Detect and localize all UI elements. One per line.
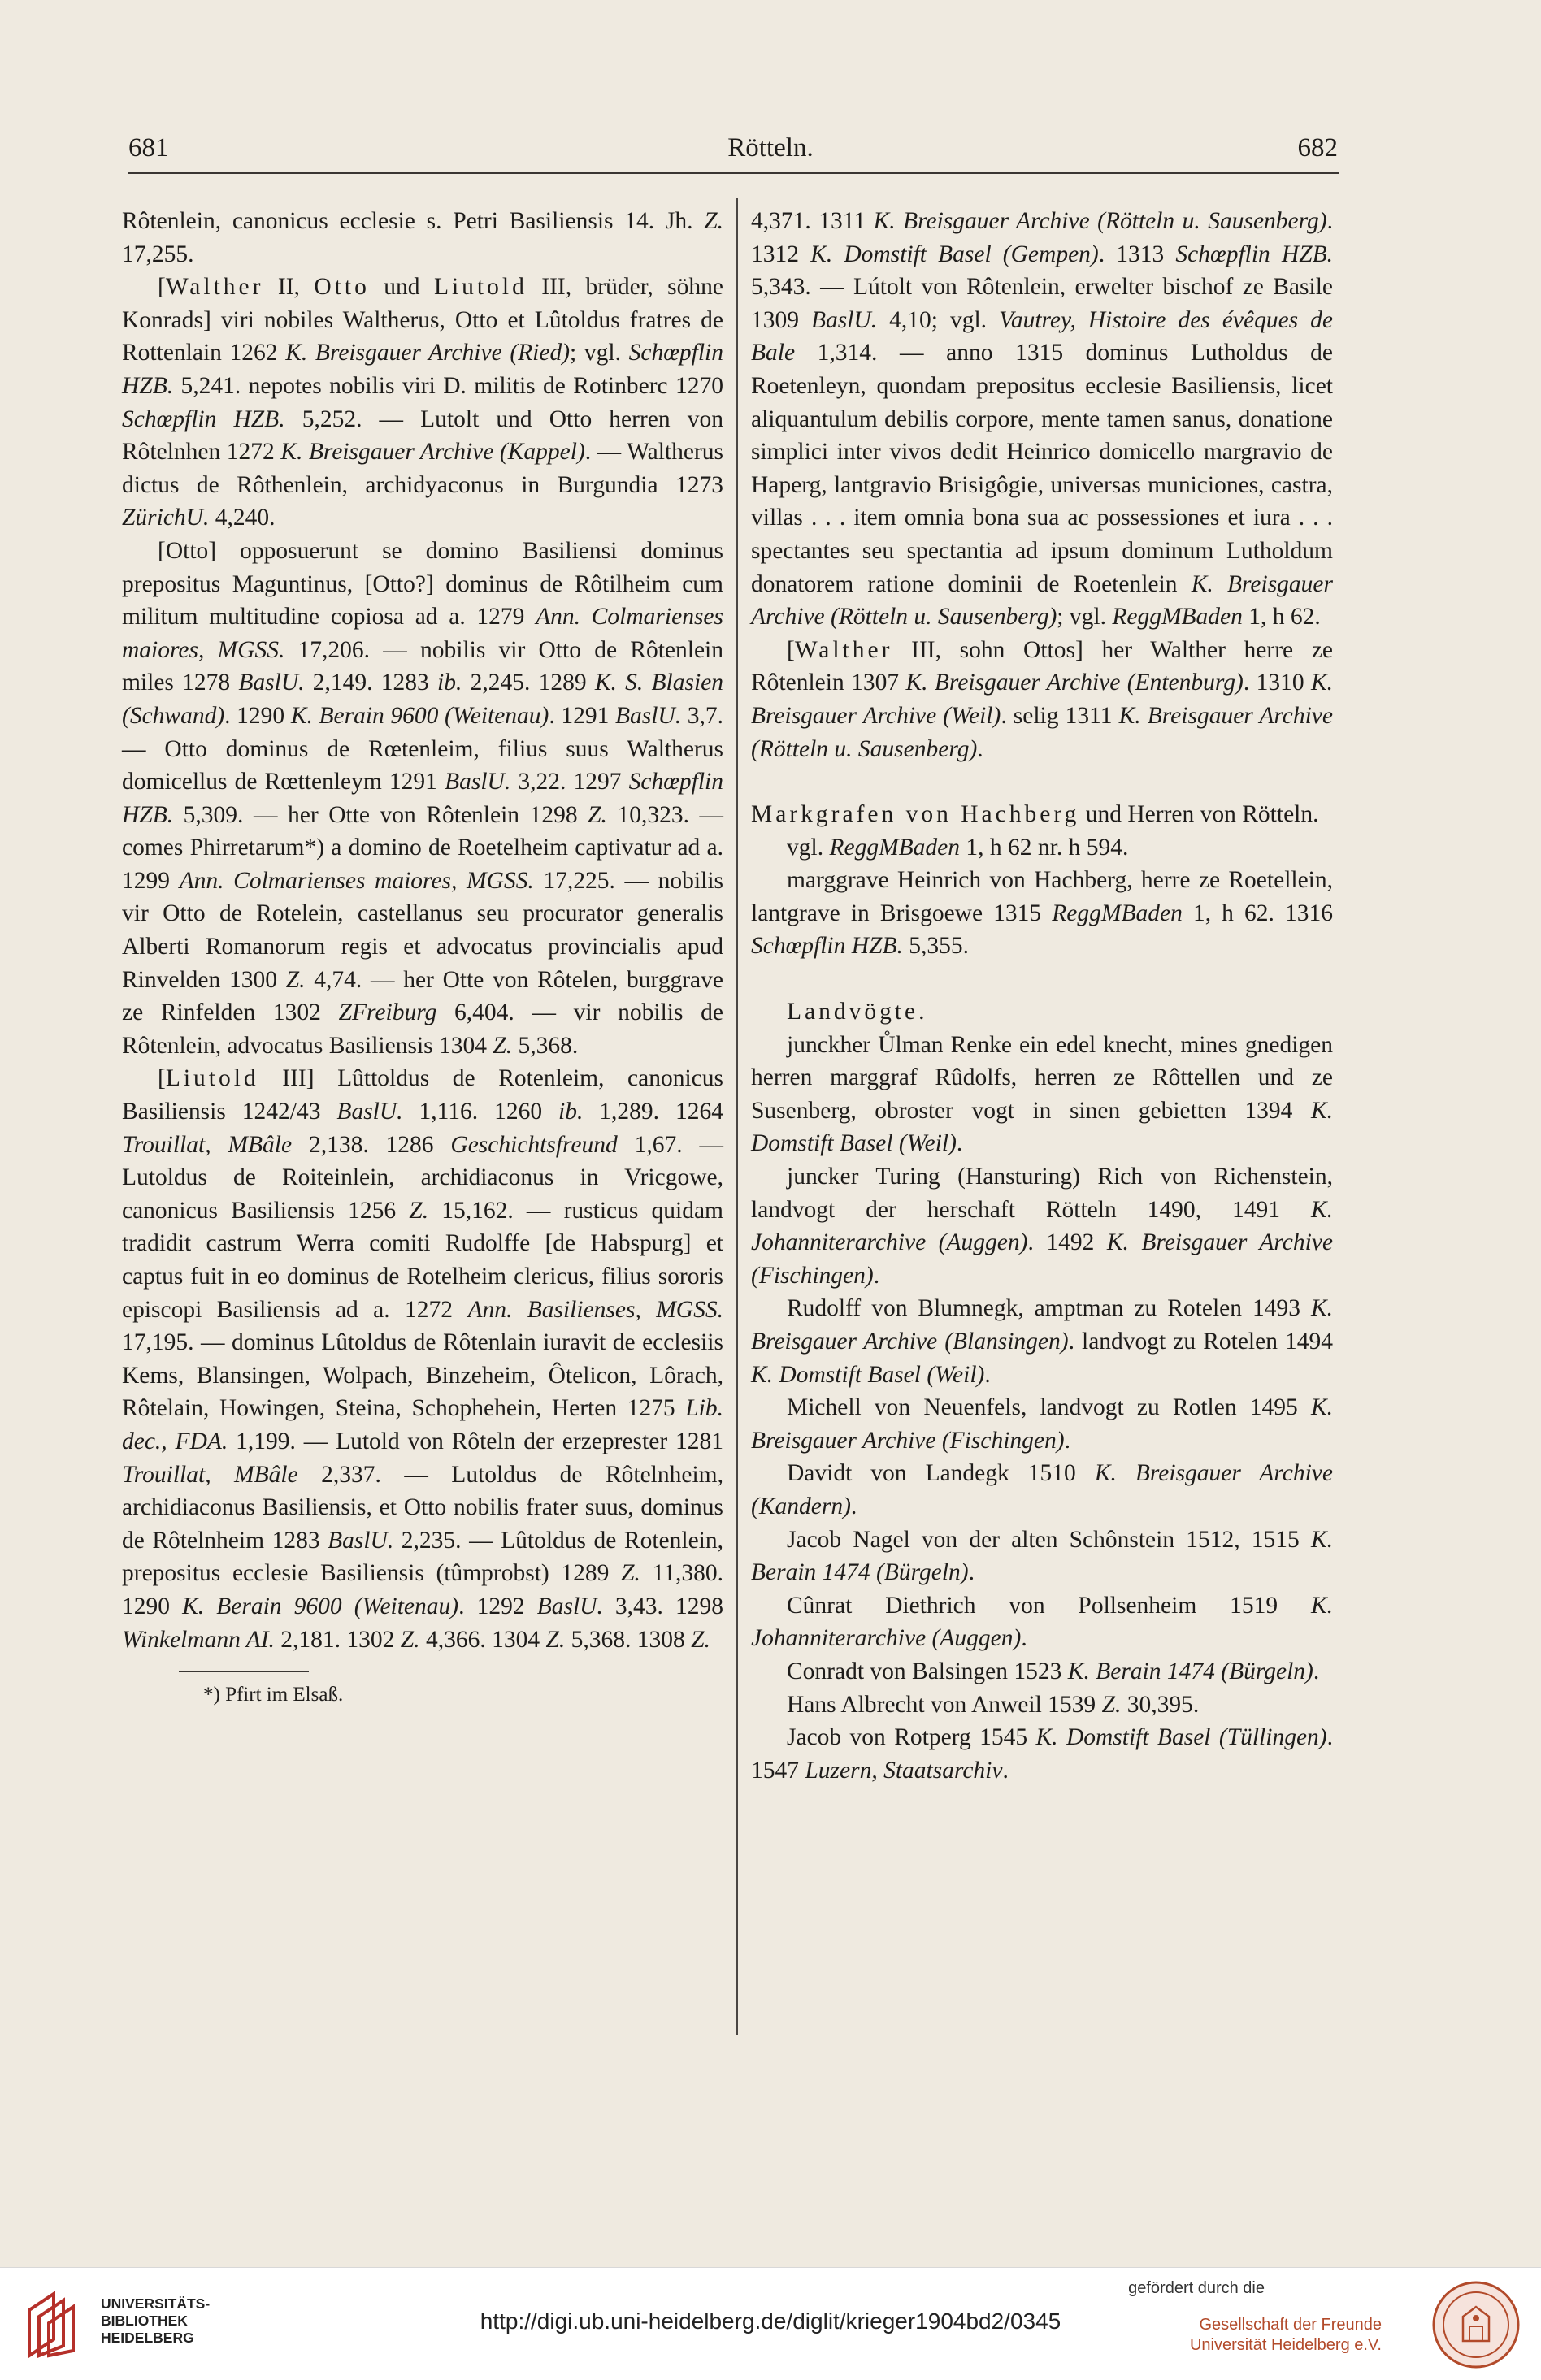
footer-bar <box>0 2267 1541 2380</box>
paragraph: [Liutold III] Lûttoldus de Rotenleim, canonicus Basiliensis 1242/43 BaslU. 1,116. 1260 ib. 1,289. 1264 Trouillat, MBâle 2,138. 1286 Geschichtsfreund 1,67. — Lutoldus de Roiteinlein, archidiaconus in Vricgowe, canonicus Basiliensis 1256 Z. 15,162. — rusticus quidam tradidit castrum Werra comiti Rudolffe [de Habspurg] et captus fuit in eo dominus de Rotelheim clericus, filius sororis episcopi Basiliensis ad a. 1272 Ann. Basilienses, MGSS. 17,195. — dominus Lûtoldus de Rôtenlain iuravit de ecclesiis Kems, Blansingen, Wolpach, Binzeheim, Ôtelicon, Lôrach, Rôtelain, Howingen, Steina, Schophehein, Herten 1275 Lib. dec., FDA. 1,199. — Lutold von Rôteln der erzeprester 1281 Trouillat, MBâle 2,337. — Lutoldus de Rôtelnheim, archidiaconus Basiliensis, et Otto nobilis frater suus, dominus de Rôtelnheim 1283 BaslU. 2,235. — Lûtoldus de Rotenlein, prepositus ecclesie Basiliensis (tûmprobst) 1289 Z. 11,380. 1290 K. Berain 9600 (Weitenau). 1292 BaslU. 3,43. 1298 Winkelmann AI. 2,181. 1302 Z. 4,366. 1304 Z. 5,368. 1308 Z. <box>122 1065 724 1653</box>
paragraph: Rudolff von Blumnegk, amptman zu Rotelen 1493 K. Breisgauer Archive (Blansingen). landvogt zu Rotelen 1494 K. Domstift Basel (Weil). <box>751 1295 1334 1388</box>
paragraph: 4,371. 1311 K. Breisgauer Archive (Rötteln u. Sausenberg). 1312 K. Domstift Basel (Gempen). 1313 Schœpflin HZB. 5,343. — Lútolt von Rôtenlein, erwelter bischof ze Basile 1309 BaslU. 4,10; vgl. Vautrey, Histoire des évêques de Bale 1,314. — anno 1315 dominus Lutholdus de Roetenleyn, quondam prepositus ecclesie Basiliensis, licet aliquantulum debilis corpore, mente tamen sanus, donatione simplici inter vivos dedit Heinrico domicello margravio de Haperg, lantgravio Brisigôgie, universas municiones, castra, villas . . . item omnia bona sua ac possessiones et iura . . . spectantes seu spectantia ad ipsum dominum Lutholdum donatorem ratione dominii de Roetenlein K. Breisgauer Archive (Rötteln u. Sausenberg); vgl. ReggMBaden 1, h 62. <box>751 208 1334 631</box>
institution-line: UNIVERSITÄTS- <box>101 2295 211 2312</box>
institution-line: HEIDELBERG <box>101 2330 194 2346</box>
right-column <box>751 205 1333 1787</box>
sponsor-name <box>1190 2315 1382 2356</box>
paragraph: Michell von Neuenfels, landvogt zu Rotlen 1495 K. Breisgauer Archive (Fischingen). <box>751 1394 1333 1454</box>
paragraph: Davidt von Landegk 1510 K. Breisgauer Archive (Kandern). <box>751 1460 1333 1519</box>
paragraph: [Otto] opposuerunt se domino Basiliensi dominus prepositus Maguntinus, [Otto?] dominus de Rôtilheim cum militum multitudine copiosa ad a. 1279 Ann. Colmarienses maiores, MGSS. 17,206. — nobilis vir Otto de Rôtenlein miles 1278 BaslU. 2,149. 1283 ib. 2,245. 1289 K. S. Blasien (Schwand). 1290 K. Berain 9600 (Weitenau). 1291 BaslU. 3,7. — Otto dominus de Rœtenleim, filius suus Waltherus domicellus de Rœttenleym 1291 BaslU. 3,22. 1297 Schœpflin HZB. 5,309. — her Otte von Rôtenlein 1298 Z. 10,323. — comes Phirretarum*) a domino de Roetelheim captivatur ad a. 1299 Ann. Colmarienses maiores, MGSS. 17,225. — nobilis vir Otto de Rotelein, castellanus seu procurator generalis Alberti Romanorum regis et advocatus provincialis apud Rinvelden 1300 Z. 4,74. — her Otte von Rôtelen, burggrave ze Rinfelden 1302 ZFreiburg 6,404. — vir nobilis de Rôtenlein, advocatus Basiliensis 1304 Z. 5,368. <box>122 537 724 1059</box>
running-title: Rötteln. <box>727 133 814 163</box>
page-number-left: 681 <box>128 133 169 163</box>
footnote-rule <box>179 1671 309 1672</box>
paragraph: [Walther II, Otto und Liutold III, brüder, söhne Konrads] viri nobiles Waltherus, Otto et Lûtoldus fratres de Rottenlain 1262 K. Breisgauer Archive (Ried); vgl. Schœpflin HZB. 5,241. nepotes nobilis viri D. militis de Rotinberc 1270 Schœpflin HZB. 5,252. — Lutolt und Otto herren von Rôtelnhen 1272 K. Breisgauer Archive (Kappel). — Waltherus dictus de Rôthenlein, archidyaconus in Burgundia 1273 ZürichU. 4,240. <box>122 274 724 531</box>
paragraph: vgl. ReggMBaden 1, h 62 nr. h 594. <box>787 834 1129 861</box>
paragraph: Landvögte. <box>787 999 928 1025</box>
permalink-url[interactable]: http://digi.ub.uni-heidelberg.de/diglit/krieger1904bd2/0345 <box>480 2308 1061 2334</box>
institution-line: BIBLIOTHEK <box>101 2313 188 2329</box>
paragraph: Rôtenlein, canonicus ecclesie s. Petri Basiliensis 14. Jh. Z. 17,255. <box>122 208 723 267</box>
university-seal-icon <box>1430 2279 1521 2370</box>
paragraph: juncker Turing (Hansturing) Rich von Richenstein, landvogt der herschaft Rötteln 1490, 1491 K. Johanniterarchive (Auggen). 1492 K. Breisgauer Archive (Fischingen). <box>751 1164 1334 1289</box>
paragraph: Jacob von Rotperg 1545 K. Domstift Basel (Tüllingen). 1547 Luzern, Staatsarchiv. <box>751 1724 1333 1784</box>
sponsor-line: Universität Heidelberg e.V. <box>1189 2336 1382 2354</box>
paragraph: junckher Ůlman Renke ein edel knecht, mines gnedigen herren marggraf Rûdolfs, herren ze Rôttellen und ze Susenberg, obroster vogt in sinen gebietten 1394 K. Domstift Basel (Weil). <box>751 1031 1333 1157</box>
sponsor-line: Gesellschaft der Freunde <box>1199 2316 1382 2334</box>
paragraph: Hans Albrecht von Anweil 1539 Z. 30,395. <box>787 1691 1200 1718</box>
left-column <box>122 205 723 1712</box>
column-divider <box>736 198 738 2035</box>
header-rule <box>128 172 1339 174</box>
paragraph: Markgrafen von Hachberg und Herren von Rötteln. <box>751 801 1319 828</box>
paragraph: Conradt von Balsingen 1523 K. Berain 1474 (Bürgeln). <box>787 1658 1320 1684</box>
paragraph: Jacob Nagel von der alten Schônstein 1512, 1515 K. Berain 1474 (Bürgeln). <box>751 1526 1333 1586</box>
paragraph: [Walther III, sohn Ottos] her Walther herre ze Rôtenlein 1307 K. Breisgauer Archive (Entenburg). 1310 K. Breisgauer Archive (Weil). selig 1311 K. Breisgauer Archive (Rötteln u. Sausenberg). <box>751 636 1334 762</box>
footnote: *) Pfirt im Elsaß. <box>203 1684 344 1706</box>
paragraph: marggrave Heinrich von Hachberg, herre ze Roetellein, lantgrave in Brisgoewe 1315 ReggMBaden 1, h 62. 1316 Schœpflin HZB. 5,355. <box>751 867 1333 960</box>
sponsor-label: gefördert durch die <box>1128 2279 1265 2297</box>
page-number-right: 682 <box>1297 133 1338 163</box>
paragraph: Cûnrat Diethrich von Pollsenheim 1519 K. Johanniterarchive (Auggen). <box>751 1592 1333 1652</box>
